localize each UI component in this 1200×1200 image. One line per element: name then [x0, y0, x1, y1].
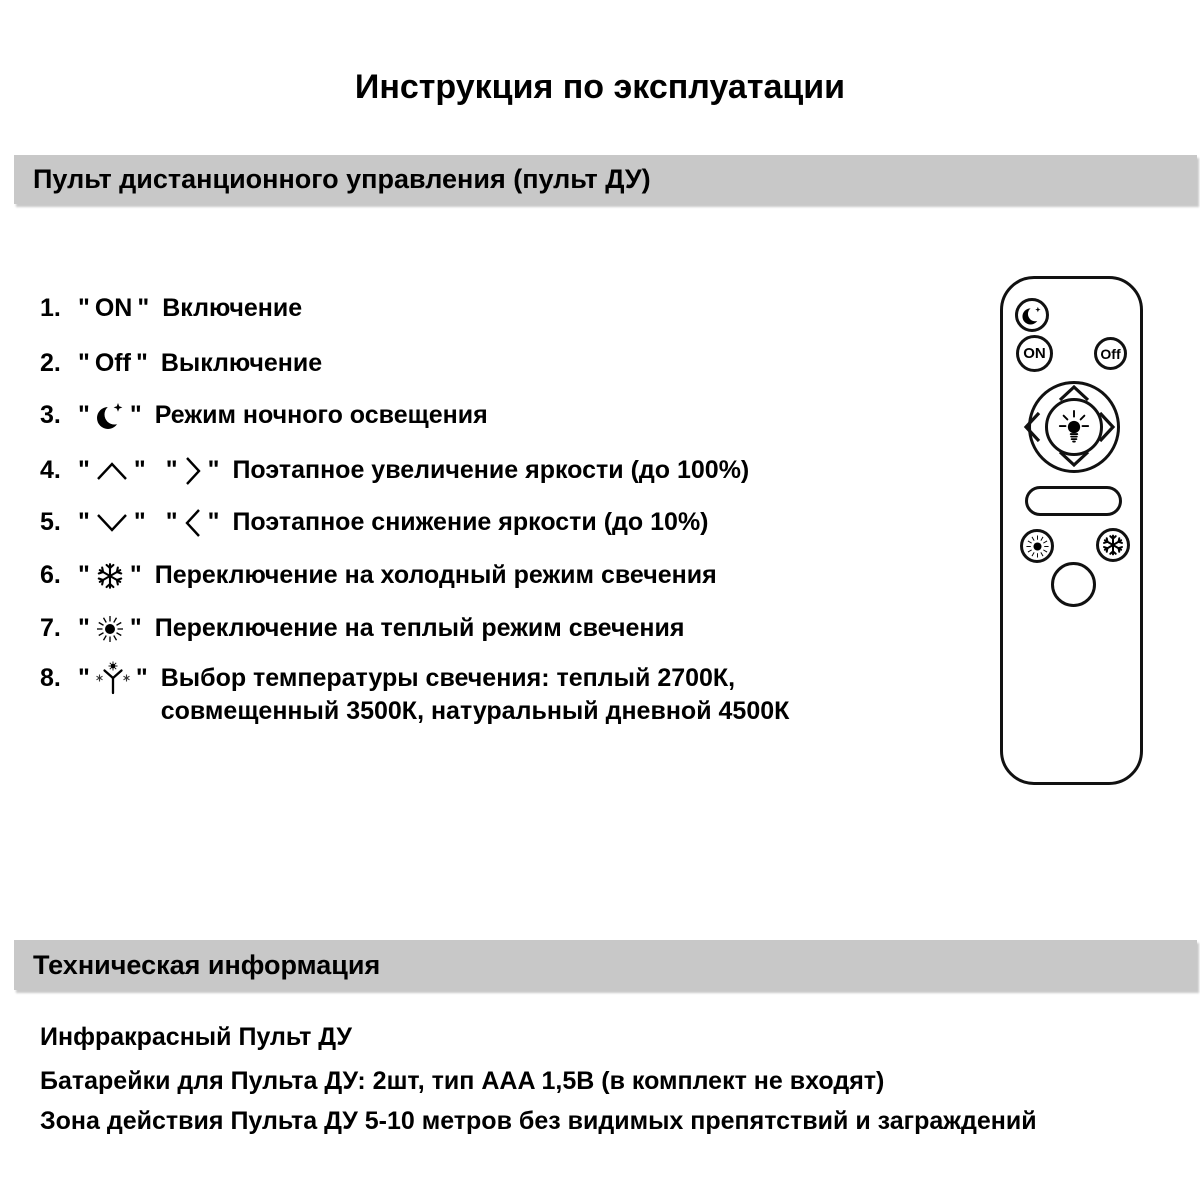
quote-mark: " — [129, 614, 142, 642]
chevron-right-icon — [183, 455, 203, 487]
section-header-remote: Пульт дистанционного управления (пульт ДУ) — [14, 155, 1197, 204]
chevron-left-icon — [183, 507, 203, 539]
item-number: 5. — [40, 508, 61, 536]
list-item — [40, 292, 302, 325]
sun-icon — [1025, 534, 1050, 559]
item-number: 7. — [40, 614, 61, 642]
on-button — [1016, 335, 1053, 372]
quote-mark: " — [207, 456, 220, 484]
quote-mark: " — [129, 561, 142, 589]
quote-mark: " — [78, 294, 90, 322]
remote-control-figure — [1000, 276, 1143, 785]
item-number: 2. — [40, 349, 61, 377]
on-key-label: ON — [94, 294, 133, 322]
item-number: 3. — [40, 401, 61, 429]
off-key-label: Off — [94, 349, 131, 377]
quote-mark: " — [133, 508, 146, 536]
list-item — [40, 612, 684, 645]
item-text: Включение — [162, 294, 303, 322]
quote-mark: " — [165, 508, 178, 536]
moon-icon — [95, 401, 125, 431]
item-text: Переключение на холодный режим свечения — [154, 561, 717, 589]
list-item — [40, 454, 749, 487]
item-text: Поэтапное снижение яркости (до 10%) — [232, 508, 709, 536]
quote-mark: " — [165, 456, 178, 484]
quote-mark: " — [78, 401, 90, 429]
page-title: Инструкция по эксплуатации — [354, 68, 846, 106]
round-button — [1051, 562, 1096, 607]
item-number: 8. — [40, 664, 61, 692]
off-button — [1094, 337, 1127, 370]
list-item — [40, 559, 717, 592]
quote-mark: " — [207, 508, 220, 536]
list-item — [40, 399, 488, 432]
item-text: Выбор температуры свечения: теплый 2700К, совмещенный 3500К, натуральный дневной 4500К — [160, 664, 790, 725]
item-text: Переключение на теплый режим свечения — [154, 614, 685, 642]
light-button — [1045, 398, 1103, 456]
quote-mark: " — [135, 664, 148, 692]
chevron-up-icon — [95, 460, 129, 482]
quote-mark: " — [137, 294, 150, 322]
cold-mode-button — [1096, 528, 1130, 562]
snowflake-icon — [1101, 533, 1125, 557]
quote-mark: " — [129, 401, 142, 429]
off-button-label: Off — [1100, 345, 1121, 362]
blank-pill-button — [1025, 486, 1122, 516]
item-text: Поэтапное увеличение яркости (до 100%) — [232, 456, 750, 484]
quote-mark: " — [133, 456, 146, 484]
quote-mark: " — [78, 664, 90, 692]
item-number: 1. — [40, 294, 61, 322]
snowflake-icon — [95, 561, 125, 591]
quote-mark: " — [78, 508, 90, 536]
moon-icon — [1021, 304, 1043, 326]
chevron-down-icon — [95, 512, 129, 534]
quote-mark: " — [78, 456, 90, 484]
sun-icon — [95, 614, 125, 644]
item-number: 4. — [40, 456, 61, 484]
section-header-tech: Техническая информация — [14, 940, 1197, 990]
list-item — [40, 662, 821, 728]
color-temperature-icon — [95, 661, 131, 697]
item-number: 6. — [40, 561, 61, 589]
night-mode-button — [1015, 298, 1049, 332]
list-item — [40, 347, 322, 380]
quote-mark: " — [78, 561, 90, 589]
tech-info-line: Зона действия Пульта ДУ 5-10 метров без видимых препятствий и заграждений — [40, 1107, 1037, 1135]
list-item — [40, 506, 709, 539]
quote-mark: " — [78, 349, 90, 377]
quote-mark: " — [78, 614, 90, 642]
on-button-label: ON — [1023, 345, 1046, 362]
quote-mark: " — [135, 349, 148, 377]
item-text: Выключение — [160, 349, 323, 377]
tech-info-line: Инфракрасный Пульт ДУ — [40, 1023, 352, 1051]
arrow-left-icon — [1023, 410, 1041, 444]
tech-info-line: Батарейки для Пульта ДУ: 2шт, тип AAA 1,5В (в комплект не входят) — [40, 1067, 885, 1095]
item-text: Режим ночного освещения — [154, 401, 488, 429]
warm-mode-button — [1020, 529, 1054, 563]
light-bulb-icon — [1057, 408, 1091, 446]
